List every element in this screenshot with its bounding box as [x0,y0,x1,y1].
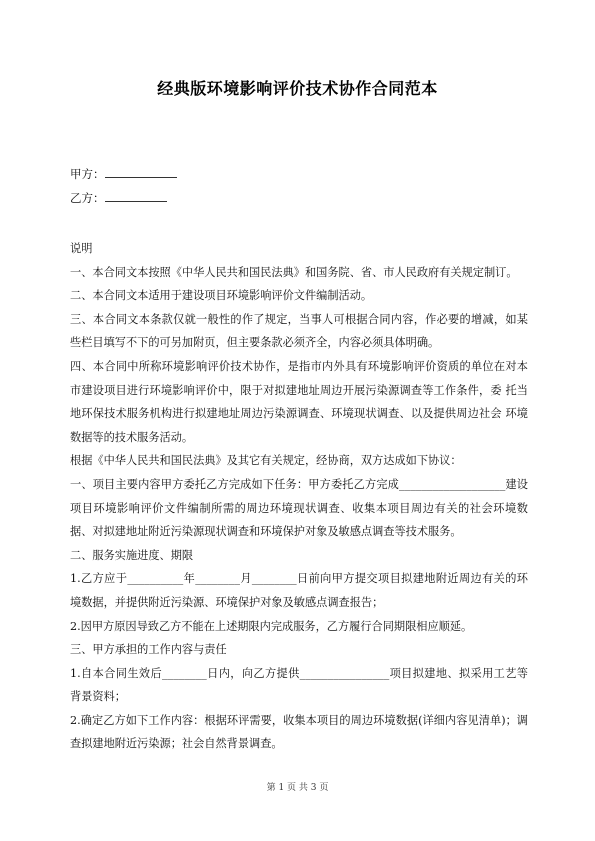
document-title: 经典版环境影响评价技术协作合同范本 [157,79,438,98]
paragraph: 根据《中华人民共和国民法典》及其它有关规定，经协商，双方达成如下协议： [70,454,462,468]
paragraph: 一、本合同文本按照《中华人民共和国民法典》和国务院、省、市人民政府有关规定制订。 [70,265,518,279]
paragraph: 2.确定乙方如下工作内容：根据环评需要，收集本项目的周边环境数据(详细内容见清单)；调查拟建地附近污染源；社会自然背景调查。 [70,713,528,751]
section-heading: 三、甲方承担的工作内容与责任 [70,643,227,657]
paragraph: 1.自本合同生效后________日内，向乙方提供________________项目拟建地、拟采用工艺等背景资料； [70,666,528,704]
party-a-line [70,165,177,182]
paragraph: 四、本合同中所称环境影响评价技术协作，是指市内外具有环境影响评价资质的单位在对本市建设项目进行环境影响评价中，限于对拟建地址周边开展污染源调查等工作条件，委 托当地环保技术服务机构进行拟建地址周边污染源调查、环境现状调查、以及提供周边社会 环境数据等的技术服务活动。 [70,359,528,444]
section-heading-explanation: 说明 [70,242,93,255]
party-a-blank [105,165,177,178]
paragraph: 一、项目主要内容甲方委托乙方完成如下任务：甲方委托乙方完成___________________建设项目环境影响评价文件编制所需的周边环境现状调查、收集本项目周边有关的社会环境数据、对拟建地址附近污染源现状调查和环境保护对象及敏感点调查等技术服务。 [70,477,528,539]
contract-body [70,237,528,756]
party-a-label: 甲方： [70,167,105,181]
party-b-line [70,189,167,206]
party-b-label: 乙方： [70,191,105,205]
party-b-blank [105,189,167,202]
paragraph: 三、本合同文本条款仅就一般性的作了规定，当事人可根据合同内容，作必要的增减，如某些栏目填写不下的可另加附页，但主要条款必须齐全，内容必须具体明确。 [70,312,528,350]
section-heading: 二、服务实施进度、期限 [70,548,194,562]
paragraph: 二、本合同文本适用于建设项目环境影响评价文件编制活动。 [70,289,373,303]
page-number-footer: 第 1 页 共 3 页 [266,783,329,793]
paragraph: 2.因甲方原因导致乙方不能在上述期限内完成服务，乙方履行合同期限相应顺延。 [70,619,473,633]
paragraph: 1.乙方应于__________年________月________日前向甲方提交项目拟建地附近周边有关的环境数据，并提供附近污染源、环境保护对象及敏感点调查报告； [70,572,528,609]
